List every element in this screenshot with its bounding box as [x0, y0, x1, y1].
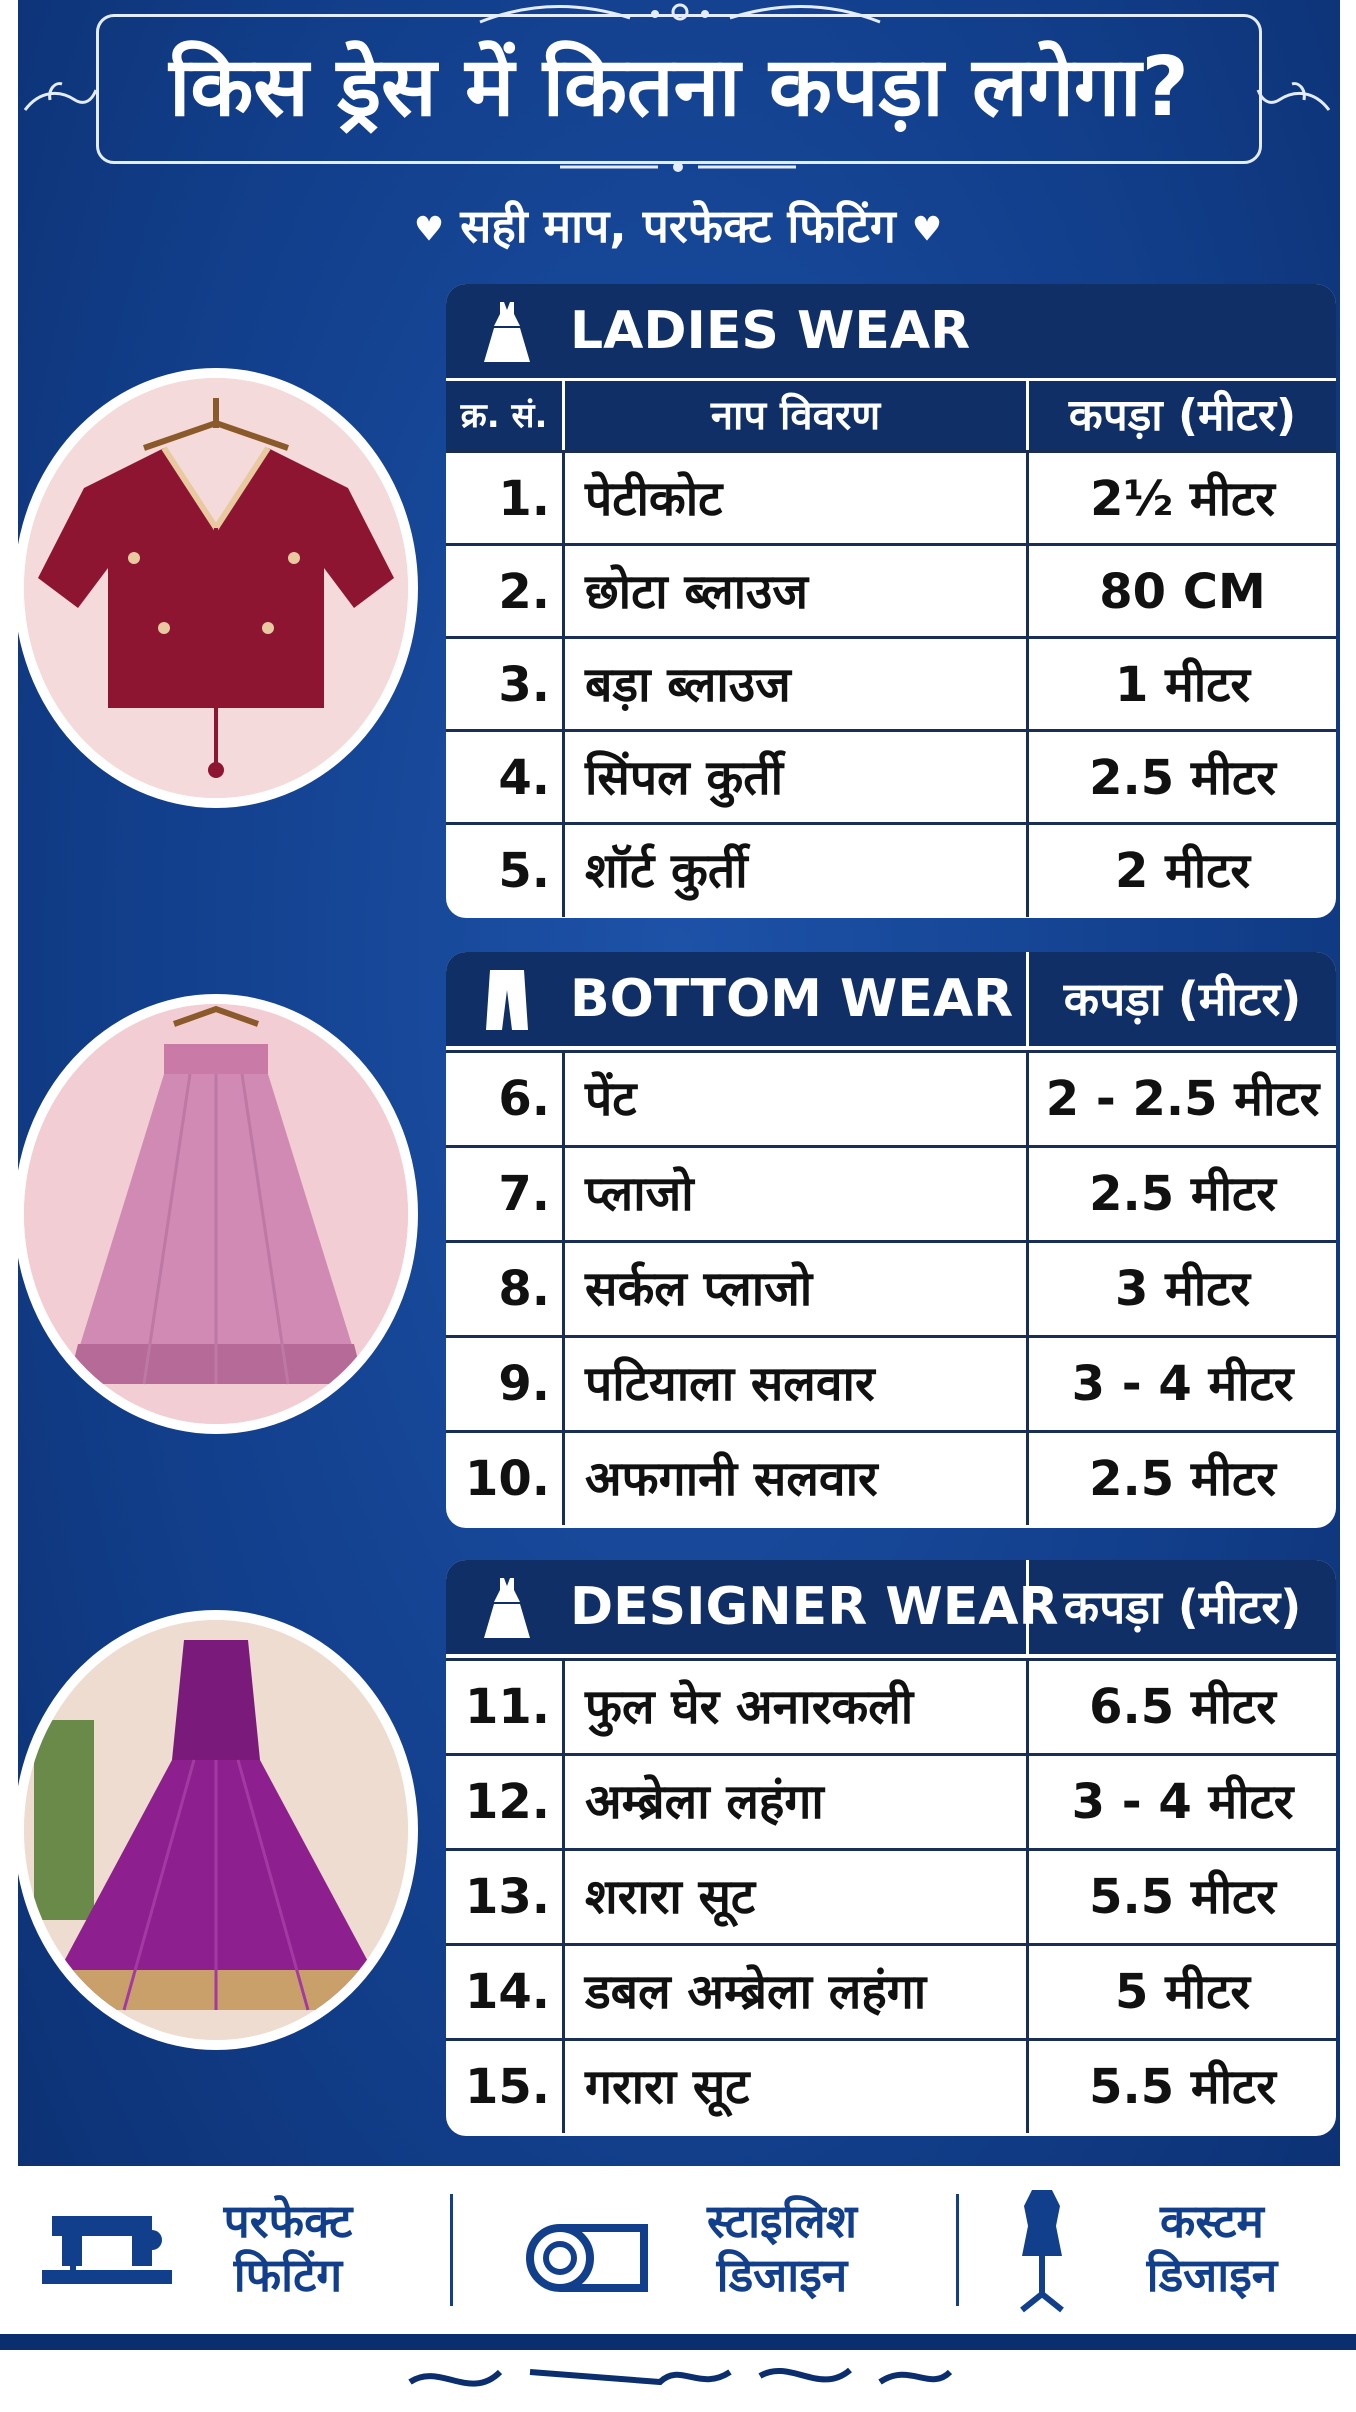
row-item: पेंट	[562, 1053, 1026, 1145]
heart-icon: ♥	[911, 209, 943, 250]
row-fabric: 5 मीटर	[1026, 1946, 1336, 2038]
table-row	[446, 2038, 1336, 2133]
row-number: 2.	[498, 564, 550, 620]
bottom-ornament	[400, 2352, 960, 2408]
skirt-photo	[14, 994, 418, 1434]
row-item: अफगानी सलवार	[562, 1433, 1026, 1525]
row-fabric: 1 मीटर	[1026, 639, 1336, 731]
row-fabric: 6.5 मीटर	[1026, 1661, 1336, 1753]
footer-divider	[956, 2194, 959, 2306]
fabric-roll-icon	[524, 2206, 650, 2296]
feature-stylish-design	[458, 2166, 958, 2334]
designer-wear-table	[446, 1560, 1336, 2136]
col-header-fabric: कपड़ा (मीटर)	[1026, 952, 1336, 1046]
table-row	[446, 1240, 1336, 1335]
row-item: छोटा ब्लाउज	[562, 546, 1026, 638]
designer-wear-title: DESIGNER WEAR	[570, 1577, 1059, 1637]
blouse-illustration	[24, 378, 408, 798]
dress-form-icon	[1012, 2186, 1072, 2316]
row-item: फुल घेर अनारकली	[562, 1661, 1026, 1753]
table-row	[446, 543, 1336, 638]
dress-icon	[482, 300, 532, 364]
row-item: डबल अम्ब्रेला लहंगा	[562, 1946, 1026, 2038]
row-item: प्लाजो	[562, 1148, 1026, 1240]
row-number: 9.	[498, 1356, 550, 1412]
dress-icon	[482, 1576, 532, 1640]
row-fabric: 5.5 मीटर	[1026, 2041, 1336, 2133]
row-fabric: 80 CM	[1026, 546, 1336, 638]
table-row	[446, 1335, 1336, 1430]
row-item: शॉर्ट कुर्ती	[562, 825, 1026, 917]
feature-label-line1: स्टाइलिश	[707, 2194, 857, 2248]
heart-icon: ♥	[413, 209, 445, 250]
row-number: 4.	[498, 750, 550, 806]
row-fabric: 2.5 मीटर	[1026, 1148, 1336, 1240]
row-fabric: 2 मीटर	[1026, 825, 1336, 917]
row-item: अम्ब्रेला लहंगा	[562, 1756, 1026, 1848]
table-row	[446, 1848, 1336, 1943]
row-fabric: 3 - 4 मीटर	[1026, 1338, 1336, 1430]
ladies-wear-title: LADIES WEAR	[570, 301, 971, 361]
feature-label-line2: डिजाइन	[716, 2248, 848, 2302]
table-row	[446, 1050, 1336, 1145]
col-header-fabric: कपड़ा (मीटर)	[1026, 1560, 1336, 1654]
table-row	[446, 1145, 1336, 1240]
row-number: 14.	[464, 1964, 550, 2020]
pants-icon	[482, 968, 532, 1032]
row-fabric: 2 - 2.5 मीटर	[1026, 1053, 1336, 1145]
ladies-wear-header	[446, 284, 1336, 378]
feature-label	[672, 2194, 892, 2302]
row-number: 5.	[498, 843, 550, 899]
table-row	[446, 1658, 1336, 1753]
feature-label-line1: परफेक्ट	[223, 2194, 353, 2248]
blouse-photo	[14, 368, 418, 808]
footer-divider	[450, 2194, 453, 2306]
title-divider	[560, 160, 796, 174]
row-fabric: 3 - 4 मीटर	[1026, 1756, 1336, 1848]
row-fabric: 5.5 मीटर	[1026, 1851, 1336, 1943]
right-flourish-ornament	[1254, 70, 1334, 130]
table-row	[446, 636, 1336, 731]
footer-features	[18, 2166, 1340, 2334]
row-number: 8.	[498, 1261, 550, 1317]
col-header-fabric: कपड़ा (मीटर)	[1026, 381, 1336, 451]
row-number: 1.	[498, 471, 550, 527]
feature-custom-design	[962, 2166, 1340, 2334]
row-number: 13.	[464, 1869, 550, 1925]
row-fabric: 3 मीटर	[1026, 1243, 1336, 1335]
bottom-wear-header	[446, 952, 1336, 1046]
table-row	[446, 1943, 1336, 2038]
subtitle	[300, 196, 1056, 260]
feature-label-line2: फिटिंग	[233, 2248, 343, 2302]
col-header-serial: क्र. सं.	[460, 396, 548, 436]
row-item: पटियाला सलवार	[562, 1338, 1026, 1430]
bottom-wear-title: BOTTOM WEAR	[570, 969, 1014, 1029]
row-number: 11.	[464, 1679, 550, 1735]
table-row	[446, 450, 1336, 545]
feature-label-line1: कस्टम	[1160, 2194, 1264, 2248]
row-number: 15.	[464, 2059, 550, 2115]
row-number: 3.	[498, 657, 550, 713]
ladies-column-headers	[446, 378, 1336, 452]
designer-wear-header	[446, 1560, 1336, 1654]
table-row	[446, 822, 1336, 917]
row-number: 12.	[464, 1774, 550, 1830]
row-number: 7.	[498, 1166, 550, 1222]
row-number: 10.	[464, 1451, 550, 1507]
row-item: बड़ा ब्लाउज	[562, 639, 1026, 731]
feature-perfect-fitting	[18, 2166, 458, 2334]
table-row	[446, 1753, 1336, 1848]
row-item: सर्कल प्लाजो	[562, 1243, 1026, 1335]
row-fabric: 2½ मीटर	[1026, 453, 1336, 545]
table-row	[446, 729, 1336, 824]
table-row	[446, 1430, 1336, 1525]
subtitle-text: सही माप, परफेक्ट फिटिंग	[460, 199, 896, 253]
feature-label	[188, 2194, 388, 2302]
left-flourish-ornament	[20, 70, 100, 130]
ladies-wear-table	[446, 284, 1336, 918]
feature-label	[1102, 2194, 1322, 2302]
row-item: शरारा सूट	[562, 1851, 1026, 1943]
row-item: सिंपल कुर्ती	[562, 732, 1026, 824]
bottom-strip	[0, 2334, 1356, 2350]
row-item: गरारा सूट	[562, 2041, 1026, 2133]
page-title: किस ड्रेस में कितना कपड़ा लगेगा?	[169, 40, 1189, 135]
row-fabric: 2.5 मीटर	[1026, 1433, 1336, 1525]
bottom-wear-table	[446, 952, 1336, 1528]
skirt-illustration	[24, 1004, 408, 1424]
row-fabric: 2.5 मीटर	[1026, 732, 1336, 824]
lehenga-illustration	[24, 1620, 408, 2040]
feature-label-line2: डिजाइन	[1146, 2248, 1278, 2302]
lehenga-photo	[14, 1610, 418, 2050]
row-item: पेटीकोट	[562, 453, 1026, 545]
sewing-machine-icon	[42, 2206, 172, 2296]
row-number: 6.	[498, 1071, 550, 1127]
col-header-item: नाप विवरण	[562, 381, 1026, 451]
right-margin	[1340, 0, 1356, 2412]
